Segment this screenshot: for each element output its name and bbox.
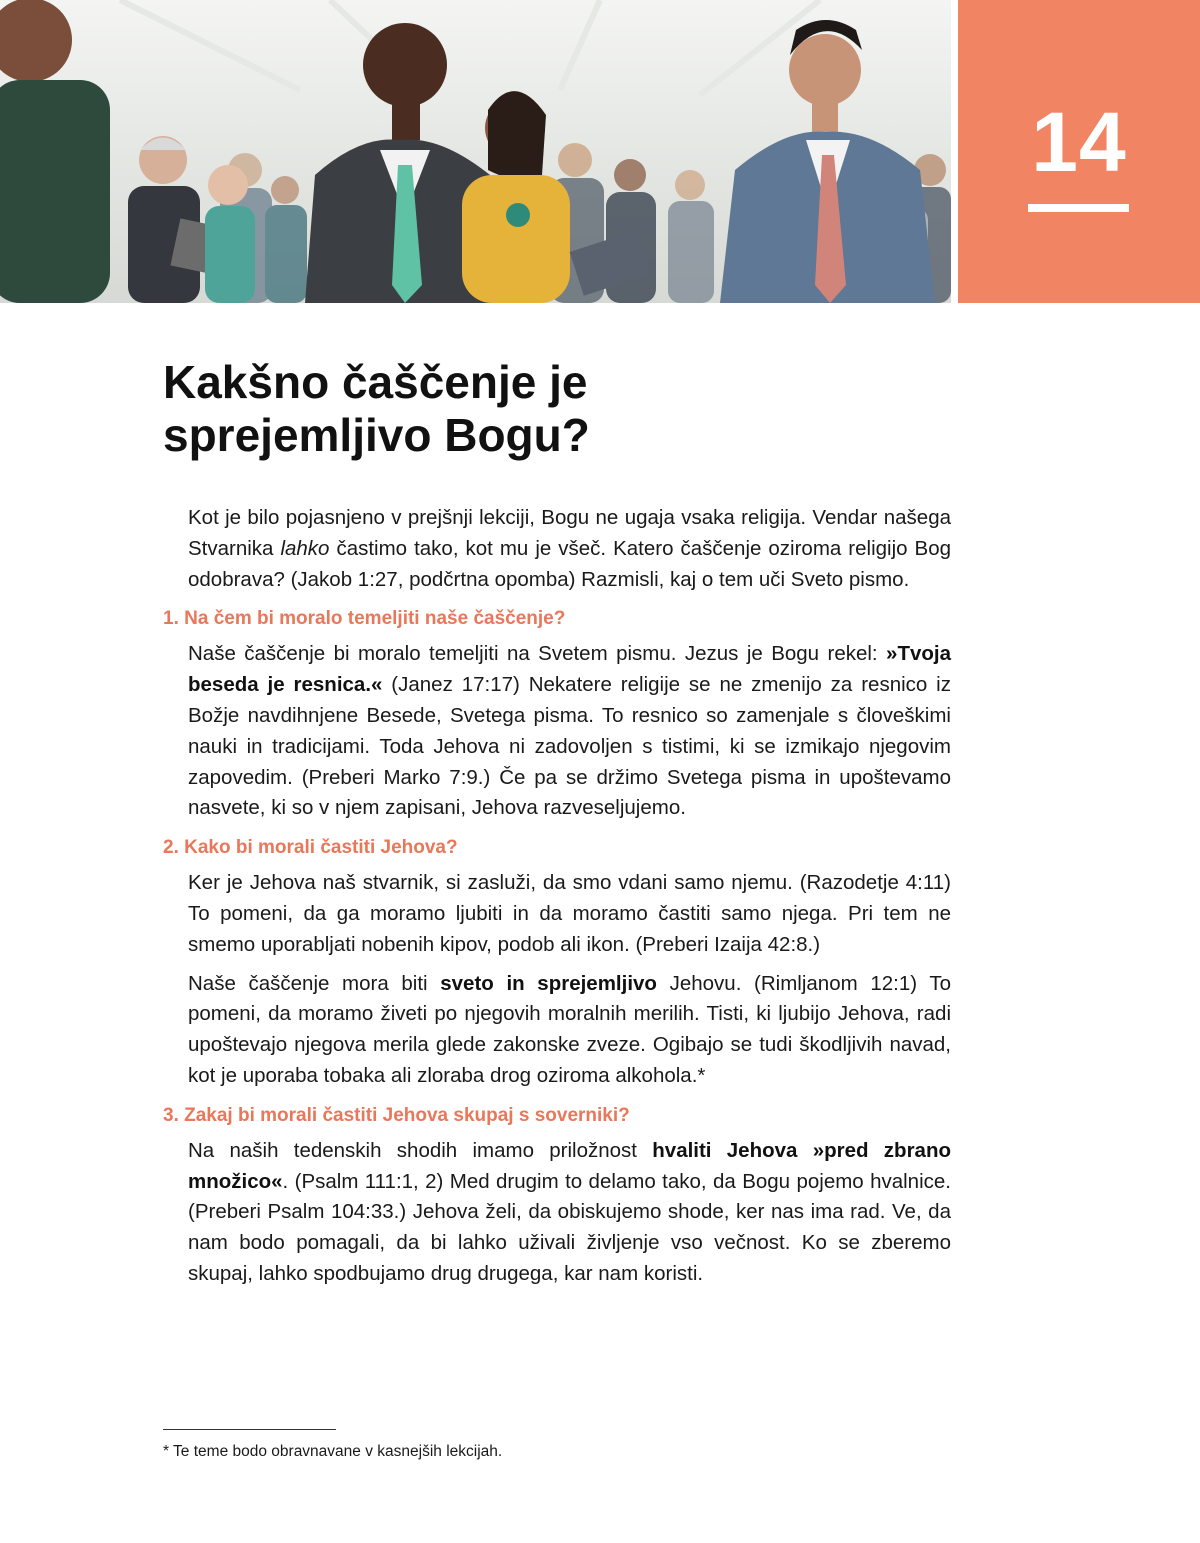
hero-photo — [0, 0, 951, 303]
page-title — [163, 356, 923, 462]
intro-text-1: Kot je bilo pojasnjeno v prejšnji lekciji, Bogu ne ugaja vsaka religija. Vendar našega Stvarnika — [188, 506, 951, 560]
section-1-paragraph — [163, 639, 951, 824]
section-1-text-1: Naše čaščenje bi moralo temeljiti na Svetem pismu. Jezus je Bogu rekel: — [188, 642, 887, 666]
section-2-heading: 2. Kako bi morali častiti Jehova? — [163, 837, 458, 859]
section-1-text-2: (Janez 17:17) Nekatere religije se ne zmenijo za resnico iz Božje navdihnjene Besede, Svetega pisma. To resnico so zamenjale s človeškimi nauki in tradicijami. Toda Jehova ni zadovoljen s tistimi, ki se izmikajo njegovim zapovedim. (Preberi Marko 7:9.) Če pa se držimo Svetega pisma in upoštevamo nasvete, ki so v njem zapisani, Jehova razveseljujemo. — [188, 673, 951, 820]
section-2-text-2: Jehovu. (Rimljanom 12:1) To pomeni, da moramo živeti po njegovih moralnih merilih. Tisti, ki ljubijo Jehova, radi upoštevajo njegova merila glede zakonske zveze. Ogibajo se tudi škodljivih navad, kot je uporaba tobaka ali zloraba drog oziroma alkohola.* — [188, 971, 951, 1087]
title-line-1: Kakšno čaščenje je — [163, 356, 588, 408]
footnote-divider — [163, 1429, 336, 1430]
section-3-text-2: . (Psalm 111:1, 2) Med drugim to delamo tako, da Bogu pojemo hvalnice. (Preberi Psalm 104:33.) Jehova želi, da obiskujemo shode, ker nas ima rad. Ve, da nam bodo pomagali, da bi lahko uživali življenje vso večnost. Ko se zberemo skupaj, lahko spodbujamo drug drugega, kar nam koristi. — [188, 1169, 951, 1285]
lesson-number: 14 — [1031, 95, 1127, 189]
section-3-text-1: Na naših tedenskih shodih imamo priložnost — [188, 1138, 653, 1162]
congregation-singing-illustration — [0, 0, 951, 303]
lesson-number-underline — [1028, 204, 1129, 212]
section-3-heading: 3. Zakaj bi morali častiti Jehova skupaj s soverniki? — [163, 1104, 630, 1126]
lesson-number-box — [958, 0, 1200, 303]
section-2-bold: sveto in sprejemljivo — [440, 971, 657, 995]
section-2-text-1: Naše čaščenje mora biti — [188, 971, 441, 995]
title-line-2: sprejemljivo Bogu? — [163, 409, 590, 461]
section-1-heading: 1. Na čem bi moralo temeljiti naše čaščenje? — [163, 608, 566, 630]
section-1-bold: »Tvoja beseda je resnica.« — [188, 642, 951, 697]
intro-paragraph — [163, 503, 951, 595]
section-3-bold: hvaliti Jehova »pred zbrano množico« — [188, 1138, 951, 1193]
section-2-paragraph-1: Ker je Jehova naš stvarnik, si zasluži, da smo vdani samo njemu. (Razodetje 4:11) To pomeni, da ga moramo ljubiti in da moramo častiti samo njega. Pri tem ne smemo uporabljati nobenih kipov, podob ali ikon. (Preberi Izaija 42:8.) — [188, 871, 951, 956]
footnote: * Te teme bodo obravnavane v kasnejših lekcijah. — [163, 1443, 503, 1460]
lesson-content — [163, 503, 951, 1298]
section-2-paragraph-2 — [163, 969, 951, 1092]
intro-text-2: častimo tako, kot mu je všeč. Katero čaščenje oziroma religijo Bog odobrava? (Jakob 1:27, podčrtna opomba) Razmisli, kaj o tem uči Sveto pismo. — [188, 536, 951, 591]
section-3-paragraph — [163, 1136, 951, 1290]
intro-emphasis: lahko — [280, 536, 330, 560]
